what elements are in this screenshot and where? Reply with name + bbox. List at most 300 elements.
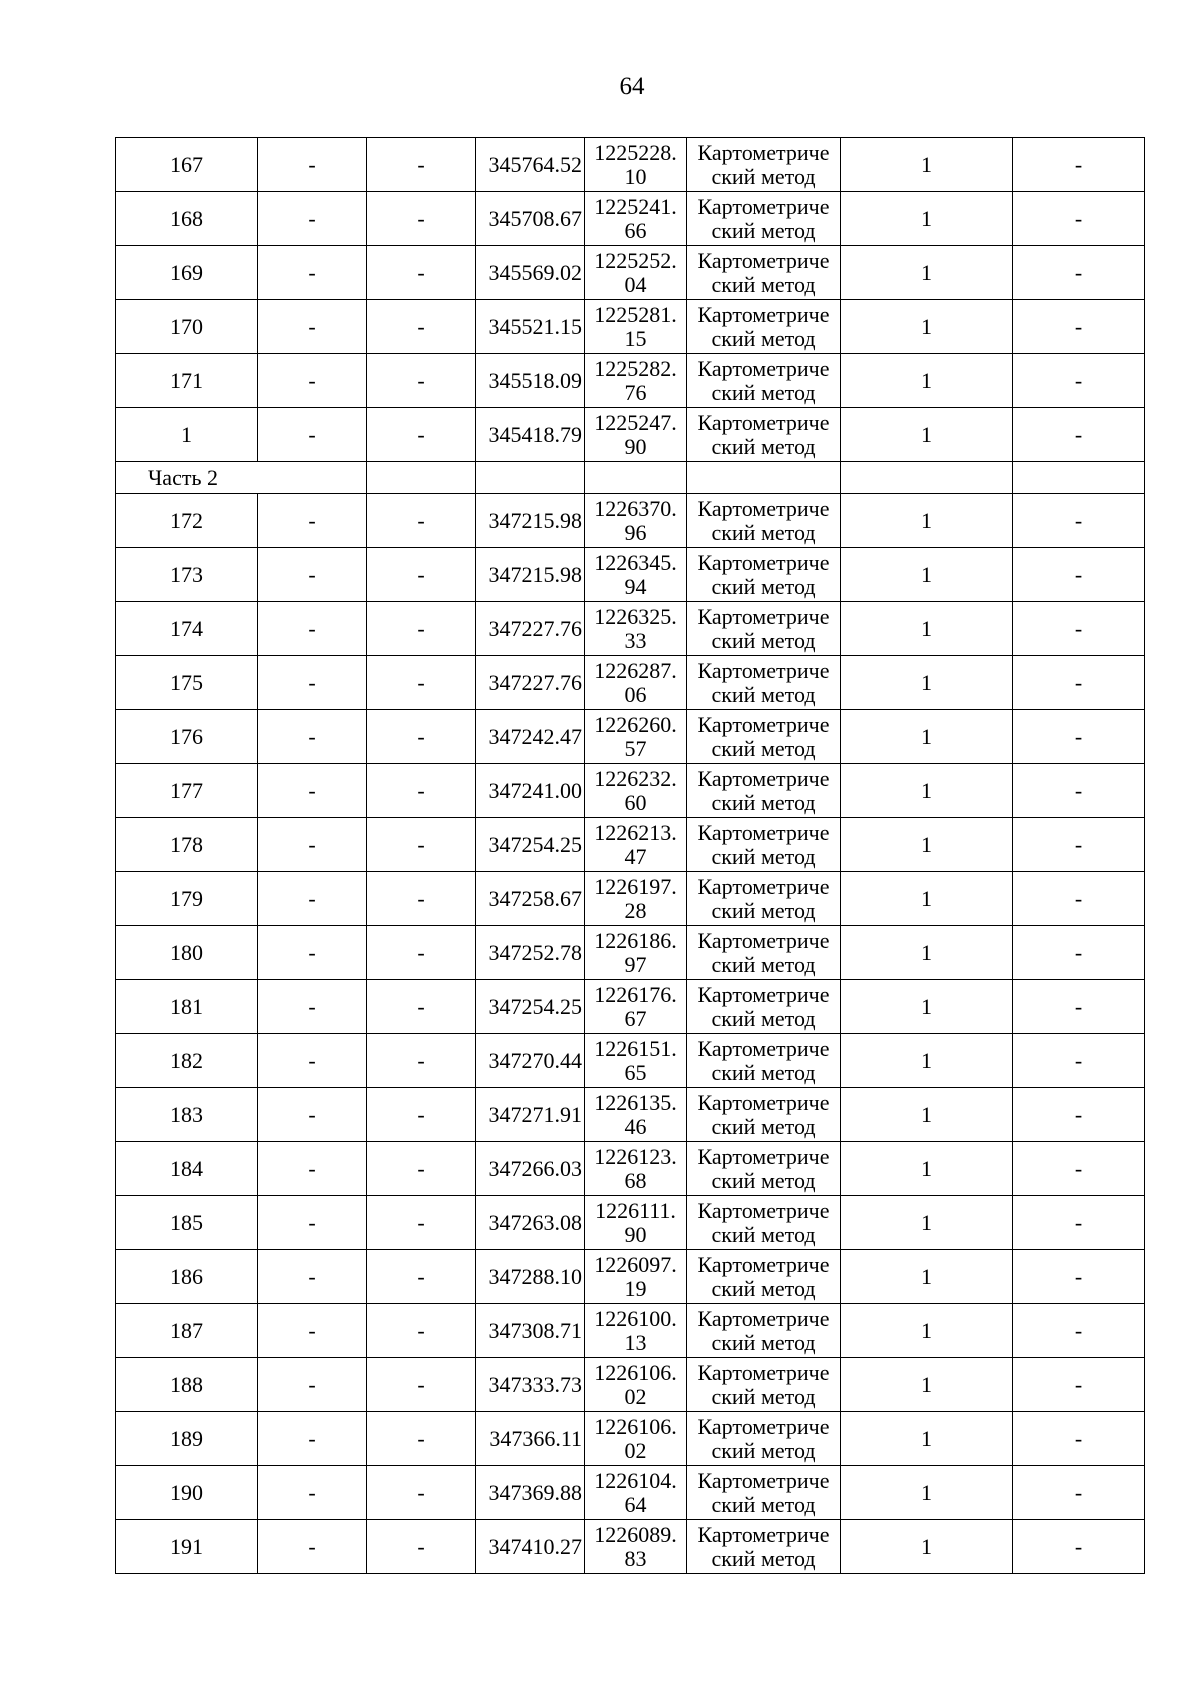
dash-cell: - [1013, 656, 1145, 710]
dash-cell: - [1013, 1142, 1145, 1196]
method-cell-line-2: ский метод [711, 1329, 816, 1355]
dash-cell: - [1013, 1412, 1145, 1466]
dash-cell: - [258, 300, 367, 354]
x-coordinate-cell: 347252.78 [476, 926, 585, 980]
y-coordinate-cell-line-1: 1226345. [594, 549, 677, 575]
dash-cell: - [1013, 764, 1145, 818]
y-coordinate-cell-line-2: 97 [624, 951, 647, 977]
y-coordinate-cell-line-2: 15 [624, 325, 647, 351]
x-coordinate-cell: 347270.44 [476, 1034, 585, 1088]
dash-cell: - [367, 710, 476, 764]
dash-cell: - [1013, 192, 1145, 246]
accuracy-cell: 1 [841, 1358, 1013, 1412]
dash-cell: - [258, 192, 367, 246]
method-cell-line-1: Картометриче [697, 765, 830, 791]
method-cell-line-1: Картометриче [697, 927, 830, 953]
method-cell [687, 1466, 841, 1520]
dash-cell: - [258, 926, 367, 980]
accuracy-cell: 1 [841, 1250, 1013, 1304]
dash-cell: - [1013, 602, 1145, 656]
table-row [116, 1358, 1145, 1412]
x-coordinate-cell: 347242.47 [476, 710, 585, 764]
x-coordinate-cell: 347263.08 [476, 1196, 585, 1250]
method-cell-line-2: ский метод [711, 325, 816, 351]
y-coordinate-cell-line-2: 64 [624, 1491, 647, 1517]
x-coordinate-cell: 347254.25 [476, 818, 585, 872]
method-cell [687, 602, 841, 656]
accuracy-cell: 1 [841, 764, 1013, 818]
method-cell-line-2: ский метод [711, 951, 816, 977]
y-coordinate-cell-line-2: 76 [624, 379, 647, 405]
x-coordinate-cell: 345521.15 [476, 300, 585, 354]
y-coordinate-cell-line-2: 67 [624, 1005, 647, 1031]
method-cell-line-1: Картометриче [697, 301, 830, 327]
method-cell-line-1: Картометриче [697, 819, 830, 845]
method-cell-line-1: Картометриче [697, 711, 830, 737]
dash-cell: - [367, 818, 476, 872]
x-coordinate-cell: 345518.09 [476, 354, 585, 408]
dash-cell: - [367, 1466, 476, 1520]
y-coordinate-cell [585, 872, 687, 926]
dash-cell: - [258, 710, 367, 764]
accuracy-cell: 1 [841, 818, 1013, 872]
y-coordinate-cell-line-2: 28 [624, 897, 647, 923]
method-cell-line-1: Картометриче [697, 873, 830, 899]
point-number-cell: 172 [116, 494, 258, 548]
y-coordinate-cell-line-2: 83 [624, 1545, 647, 1571]
table-row [116, 818, 1145, 872]
table-row [116, 872, 1145, 926]
y-coordinate-cell-line-2: 60 [624, 789, 647, 815]
point-number-cell: 178 [116, 818, 258, 872]
accuracy-cell: 1 [841, 192, 1013, 246]
y-coordinate-cell-line-1: 1226186. [594, 927, 677, 953]
method-cell-line-2: ский метод [711, 433, 816, 459]
dash-cell: - [1013, 1520, 1145, 1574]
y-coordinate-cell [585, 192, 687, 246]
accuracy-cell: 1 [841, 494, 1013, 548]
table-row [116, 138, 1145, 192]
x-coordinate-cell: 347254.25 [476, 980, 585, 1034]
table-row [116, 548, 1145, 602]
dash-cell: - [367, 408, 476, 462]
method-cell-line-1: Картометриче [697, 1467, 830, 1493]
x-coordinate-cell: 345708.67 [476, 192, 585, 246]
table-row [116, 656, 1145, 710]
y-coordinate-cell-line-1: 1226151. [594, 1035, 677, 1061]
dash-cell: - [367, 926, 476, 980]
dash-cell: - [1013, 1466, 1145, 1520]
table-row [116, 926, 1145, 980]
y-coordinate-cell-line-2: 90 [624, 433, 647, 459]
x-coordinate-cell: 347241.00 [476, 764, 585, 818]
dash-cell: - [1013, 300, 1145, 354]
section-row [116, 462, 1145, 494]
method-cell-line-2: ский метод [711, 627, 816, 653]
y-coordinate-cell [585, 1142, 687, 1196]
y-coordinate-cell [585, 926, 687, 980]
y-coordinate-cell-line-1: 1226123. [594, 1143, 677, 1169]
y-coordinate-cell [585, 602, 687, 656]
dash-cell: - [367, 354, 476, 408]
empty-cell [476, 462, 585, 494]
dash-cell: - [258, 494, 367, 548]
y-coordinate-cell-line-2: 10 [624, 163, 647, 189]
x-coordinate-cell: 345764.52 [476, 138, 585, 192]
y-coordinate-cell-line-1: 1226370. [594, 495, 677, 521]
method-cell [687, 300, 841, 354]
dash-cell: - [367, 300, 476, 354]
y-coordinate-cell-line-2: 02 [624, 1383, 647, 1409]
dash-cell: - [367, 1304, 476, 1358]
y-coordinate-cell [585, 408, 687, 462]
x-coordinate-cell: 345418.79 [476, 408, 585, 462]
y-coordinate-cell [585, 1034, 687, 1088]
y-coordinate-cell [585, 764, 687, 818]
dash-cell: - [258, 1304, 367, 1358]
coordinates-table-body [116, 138, 1145, 1574]
method-cell-line-1: Картометриче [697, 1089, 830, 1115]
y-coordinate-cell [585, 818, 687, 872]
method-cell-line-2: ский метод [711, 1491, 816, 1517]
y-coordinate-cell-line-2: 47 [624, 843, 647, 869]
method-cell [687, 710, 841, 764]
point-number-cell: 187 [116, 1304, 258, 1358]
dash-cell: - [367, 246, 476, 300]
accuracy-cell: 1 [841, 872, 1013, 926]
y-coordinate-cell-line-1: 1226287. [594, 657, 677, 683]
dash-cell: - [367, 548, 476, 602]
dash-cell: - [367, 656, 476, 710]
method-cell [687, 1142, 841, 1196]
dash-cell: - [367, 138, 476, 192]
table-row [116, 764, 1145, 818]
y-coordinate-cell-line-1: 1226104. [594, 1467, 677, 1493]
y-coordinate-cell [585, 548, 687, 602]
dash-cell: - [367, 1196, 476, 1250]
method-cell [687, 408, 841, 462]
method-cell-line-2: ский метод [711, 1221, 816, 1247]
dash-cell: - [258, 1466, 367, 1520]
accuracy-cell: 1 [841, 602, 1013, 656]
y-coordinate-cell [585, 1250, 687, 1304]
y-coordinate-cell-line-1: 1226106. [594, 1413, 677, 1439]
dash-cell: - [258, 980, 367, 1034]
dash-cell: - [1013, 408, 1145, 462]
y-coordinate-cell [585, 1466, 687, 1520]
dash-cell: - [1013, 354, 1145, 408]
dash-cell: - [1013, 1034, 1145, 1088]
method-cell-line-1: Картометриче [697, 139, 830, 165]
method-cell [687, 980, 841, 1034]
method-cell-line-2: ский метод [711, 1545, 816, 1571]
x-coordinate-cell: 347333.73 [476, 1358, 585, 1412]
dash-cell: - [367, 980, 476, 1034]
x-coordinate-cell: 347266.03 [476, 1142, 585, 1196]
empty-cell [1013, 462, 1145, 494]
dash-cell: - [258, 1520, 367, 1574]
table-row [116, 980, 1145, 1034]
method-cell-line-2: ский метод [711, 681, 816, 707]
dash-cell: - [367, 1520, 476, 1574]
method-cell-line-1: Картометриче [697, 1359, 830, 1385]
table-row [116, 1520, 1145, 1574]
dash-cell: - [258, 1412, 367, 1466]
x-coordinate-cell: 347410.27 [476, 1520, 585, 1574]
table-row [116, 1088, 1145, 1142]
dash-cell: - [258, 764, 367, 818]
point-number-cell: 188 [116, 1358, 258, 1412]
dash-cell: - [367, 494, 476, 548]
y-coordinate-cell [585, 354, 687, 408]
dash-cell: - [367, 602, 476, 656]
y-coordinate-cell-line-1: 1225228. [594, 139, 677, 165]
method-cell-line-2: ский метод [711, 789, 816, 815]
method-cell [687, 1412, 841, 1466]
table-row [116, 1412, 1145, 1466]
page-number: 64 [619, 73, 645, 100]
y-coordinate-cell [585, 656, 687, 710]
dash-cell: - [367, 764, 476, 818]
method-cell-line-1: Картометриче [697, 495, 830, 521]
x-coordinate-cell: 347258.67 [476, 872, 585, 926]
y-coordinate-cell-line-1: 1225241. [594, 193, 677, 219]
method-cell-line-2: ский метод [711, 1059, 816, 1085]
dash-cell: - [1013, 926, 1145, 980]
dash-cell: - [367, 192, 476, 246]
point-number-cell: 171 [116, 354, 258, 408]
point-number-cell: 186 [116, 1250, 258, 1304]
y-coordinate-cell-line-1: 1226232. [594, 765, 677, 791]
dash-cell: - [1013, 818, 1145, 872]
method-cell [687, 1520, 841, 1574]
method-cell [687, 548, 841, 602]
method-cell-line-1: Картометриче [697, 193, 830, 219]
method-cell [687, 192, 841, 246]
x-coordinate-cell: 347215.98 [476, 548, 585, 602]
table-row [116, 1196, 1145, 1250]
y-coordinate-cell-line-2: 65 [624, 1059, 647, 1085]
y-coordinate-cell-line-1: 1226111. [595, 1197, 676, 1223]
y-coordinate-cell-line-2: 94 [624, 573, 647, 599]
dash-cell: - [367, 1088, 476, 1142]
dash-cell: - [258, 1034, 367, 1088]
y-coordinate-cell-line-2: 02 [624, 1437, 647, 1463]
point-number-cell: 177 [116, 764, 258, 818]
method-cell-line-2: ский метод [711, 843, 816, 869]
point-number-cell: 189 [116, 1412, 258, 1466]
method-cell [687, 926, 841, 980]
dash-cell: - [258, 354, 367, 408]
point-number-cell: 180 [116, 926, 258, 980]
y-coordinate-cell-line-1: 1226325. [594, 603, 677, 629]
y-coordinate-cell-line-1: 1226089. [594, 1521, 677, 1547]
method-cell-line-1: Картометриче [697, 1197, 830, 1223]
method-cell-line-1: Картометриче [697, 981, 830, 1007]
y-coordinate-cell-line-1: 1226106. [594, 1359, 677, 1385]
method-cell-line-2: ский метод [711, 897, 816, 923]
method-cell-line-1: Картометриче [697, 1251, 830, 1277]
table-row [116, 300, 1145, 354]
point-number-cell: 170 [116, 300, 258, 354]
y-coordinate-cell-line-2: 57 [624, 735, 647, 761]
point-number-cell: 191 [116, 1520, 258, 1574]
dash-cell: - [258, 1088, 367, 1142]
accuracy-cell: 1 [841, 1412, 1013, 1466]
dash-cell: - [258, 138, 367, 192]
y-coordinate-cell-line-2: 66 [624, 217, 647, 243]
point-number-cell: 183 [116, 1088, 258, 1142]
method-cell-line-1: Картометриче [697, 1035, 830, 1061]
method-cell-line-1: Картометриче [697, 355, 830, 381]
dash-cell: - [258, 1196, 367, 1250]
y-coordinate-cell [585, 138, 687, 192]
accuracy-cell: 1 [841, 980, 1013, 1034]
method-cell [687, 1196, 841, 1250]
accuracy-cell: 1 [841, 548, 1013, 602]
accuracy-cell: 1 [841, 1142, 1013, 1196]
y-coordinate-cell-line-1: 1225252. [594, 247, 677, 273]
table-row [116, 1142, 1145, 1196]
y-coordinate-cell [585, 300, 687, 354]
x-coordinate-cell: 347215.98 [476, 494, 585, 548]
method-cell-line-2: ский метод [711, 1005, 816, 1031]
accuracy-cell: 1 [841, 1304, 1013, 1358]
method-cell-line-1: Картометриче [697, 549, 830, 575]
x-coordinate-cell: 347288.10 [476, 1250, 585, 1304]
y-coordinate-cell-line-2: 13 [624, 1329, 647, 1355]
y-coordinate-cell-line-1: 1225281. [594, 301, 677, 327]
dash-cell: - [1013, 710, 1145, 764]
point-number-cell: 1 [116, 408, 258, 462]
y-coordinate-cell [585, 1304, 687, 1358]
dash-cell: - [258, 818, 367, 872]
empty-cell [585, 462, 687, 494]
table-row [116, 1034, 1145, 1088]
dash-cell: - [1013, 1250, 1145, 1304]
y-coordinate-cell [585, 1412, 687, 1466]
x-coordinate-cell: 347369.88 [476, 1466, 585, 1520]
dash-cell: - [258, 602, 367, 656]
y-coordinate-cell [585, 246, 687, 300]
method-cell-line-2: ский метод [711, 519, 816, 545]
accuracy-cell: 1 [841, 246, 1013, 300]
y-coordinate-cell-line-2: 06 [624, 681, 647, 707]
point-number-cell: 175 [116, 656, 258, 710]
accuracy-cell: 1 [841, 1034, 1013, 1088]
point-number-cell: 185 [116, 1196, 258, 1250]
y-coordinate-cell-line-1: 1226197. [594, 873, 677, 899]
x-coordinate-cell: 347271.91 [476, 1088, 585, 1142]
accuracy-cell: 1 [841, 300, 1013, 354]
dash-cell: - [258, 548, 367, 602]
accuracy-cell: 1 [841, 1088, 1013, 1142]
table-row [116, 408, 1145, 462]
method-cell-line-2: ский метод [711, 1383, 816, 1409]
point-number-cell: 184 [116, 1142, 258, 1196]
table-row [116, 1304, 1145, 1358]
dash-cell: - [258, 1250, 367, 1304]
method-cell [687, 656, 841, 710]
y-coordinate-cell-line-2: 68 [624, 1167, 647, 1193]
dash-cell: - [367, 1250, 476, 1304]
accuracy-cell: 1 [841, 1466, 1013, 1520]
y-coordinate-cell [585, 494, 687, 548]
method-cell-line-1: Картометриче [697, 657, 830, 683]
method-cell-line-1: Картометриче [697, 247, 830, 273]
method-cell [687, 354, 841, 408]
method-cell-line-2: ский метод [711, 1167, 816, 1193]
table-row [116, 494, 1145, 548]
accuracy-cell: 1 [841, 408, 1013, 462]
accuracy-cell: 1 [841, 1520, 1013, 1574]
dash-cell: - [258, 246, 367, 300]
table-row [116, 710, 1145, 764]
y-coordinate-cell-line-2: 90 [624, 1221, 647, 1247]
y-coordinate-cell-line-2: 19 [624, 1275, 647, 1301]
y-coordinate-cell-line-1: 1225247. [594, 409, 677, 435]
method-cell-line-2: ский метод [711, 1113, 816, 1139]
y-coordinate-cell-line-1: 1225282. [594, 355, 677, 381]
method-cell-line-2: ский метод [711, 271, 816, 297]
point-number-cell: 176 [116, 710, 258, 764]
point-number-cell: 169 [116, 246, 258, 300]
dash-cell: - [258, 408, 367, 462]
x-coordinate-cell: 345569.02 [476, 246, 585, 300]
dash-cell: - [258, 1142, 367, 1196]
method-cell-line-2: ский метод [711, 1275, 816, 1301]
method-cell-line-2: ский метод [711, 1437, 816, 1463]
method-cell-line-2: ский метод [711, 379, 816, 405]
method-cell [687, 1304, 841, 1358]
y-coordinate-cell [585, 1520, 687, 1574]
dash-cell: - [1013, 1358, 1145, 1412]
x-coordinate-cell: 347227.76 [476, 656, 585, 710]
y-coordinate-cell-line-1: 1226100. [594, 1305, 677, 1331]
point-number-cell: 179 [116, 872, 258, 926]
y-coordinate-cell-line-2: 33 [624, 627, 647, 653]
point-number-cell: 174 [116, 602, 258, 656]
y-coordinate-cell-line-2: 04 [624, 271, 647, 297]
method-cell-line-2: ский метод [711, 735, 816, 761]
y-coordinate-cell [585, 710, 687, 764]
table-row [116, 1466, 1145, 1520]
dash-cell: - [1013, 494, 1145, 548]
method-cell-line-2: ский метод [711, 163, 816, 189]
dash-cell: - [367, 1142, 476, 1196]
dash-cell: - [258, 1358, 367, 1412]
x-coordinate-cell: 347308.71 [476, 1304, 585, 1358]
dash-cell: - [1013, 1088, 1145, 1142]
y-coordinate-cell-line-1: 1226260. [594, 711, 677, 737]
method-cell-line-2: ский метод [711, 217, 816, 243]
empty-cell [687, 462, 841, 494]
y-coordinate-cell [585, 980, 687, 1034]
method-cell [687, 246, 841, 300]
dash-cell: - [1013, 138, 1145, 192]
y-coordinate-cell-line-2: 96 [624, 519, 647, 545]
method-cell [687, 1034, 841, 1088]
method-cell [687, 764, 841, 818]
method-cell [687, 138, 841, 192]
accuracy-cell: 1 [841, 656, 1013, 710]
y-coordinate-cell-line-2: 46 [624, 1113, 647, 1139]
method-cell [687, 494, 841, 548]
dash-cell: - [367, 1412, 476, 1466]
table-row [116, 246, 1145, 300]
x-coordinate-cell: 347366.11 [476, 1412, 585, 1466]
accuracy-cell: 1 [841, 138, 1013, 192]
